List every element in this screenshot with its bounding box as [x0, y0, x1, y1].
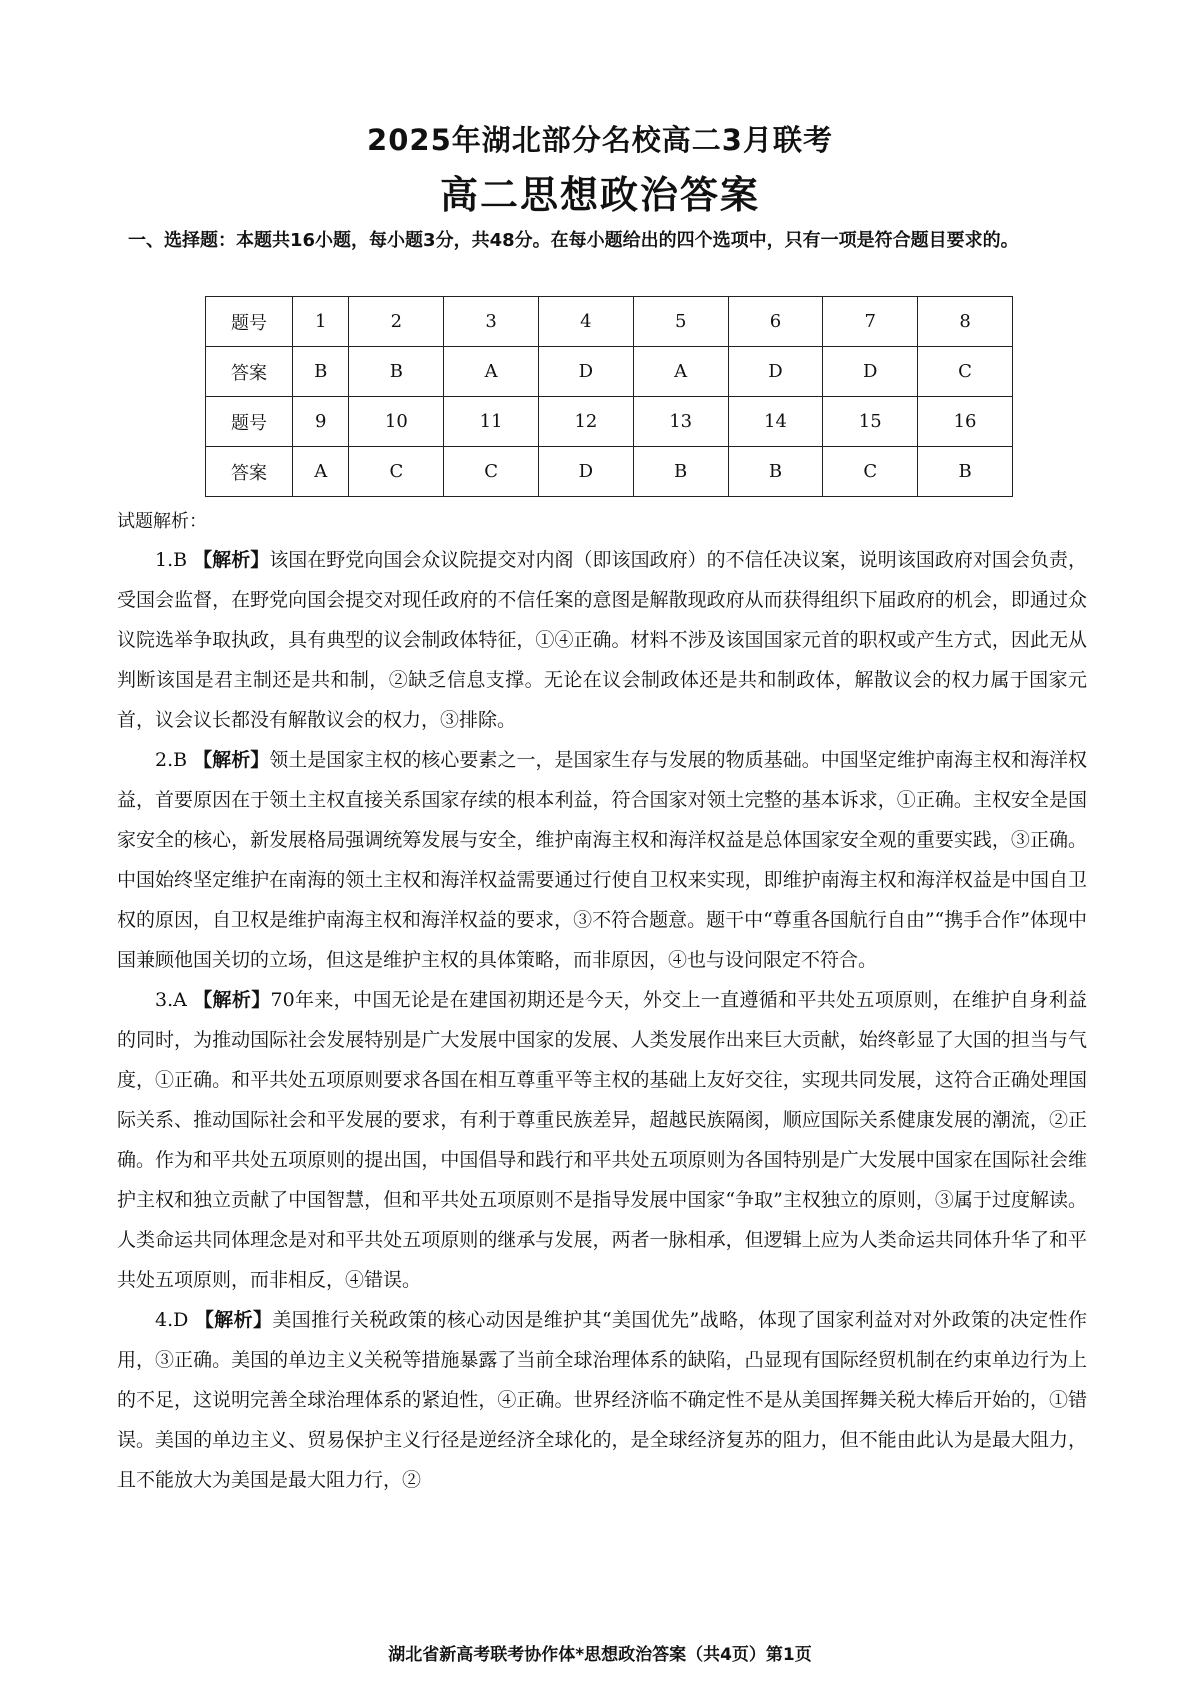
table-cell: C [823, 447, 918, 497]
table-cell: D [539, 447, 634, 497]
table-cell: A [444, 347, 539, 397]
table-cell: 5 [633, 297, 728, 347]
table-cell: 11 [444, 397, 539, 447]
table-cell: 12 [539, 397, 634, 447]
analysis-paragraph [117, 1300, 1087, 1500]
table-cell: 9 [293, 397, 349, 447]
question-number: 4.D [155, 1309, 189, 1331]
row-label: 题号 [206, 297, 293, 347]
answer-table [205, 296, 1013, 497]
table-cell: A [633, 347, 728, 397]
analysis-text: 美国推行关税政策的核心动因是维护其“美国优先”战略，体现了国家利益对对外政策的决定性作用，③正确。美国的单边主义关税等措施暴露了当前全球治理体系的缺陷，凸显现有国际经贸机制在约束单边行为上的不足，这说明完善全球治理体系的紧迫性，④正确。世界经济临不确定性不是从美国挥舞关税大棒后开始的，①错误。美国的单边主义、贸易保护主义行径是逆经济全球化的，是全球经济复苏的阻力，但不能由此认为是最大阻力，且不能放大为美国是最大阻力行，② [117, 1309, 1087, 1491]
table-cell: 3 [444, 297, 539, 347]
table-cell: 8 [918, 297, 1013, 347]
analysis-tag: 【解析】 [194, 1309, 273, 1331]
analysis-paragraph [117, 740, 1087, 980]
table-cell: C [349, 447, 444, 497]
table-row [206, 397, 1013, 447]
row-label: 题号 [206, 397, 293, 447]
page-footer: 湖北省新高考联考协作体*思想政治答案（共4页）第1页 [388, 1645, 812, 1665]
table-cell: D [823, 347, 918, 397]
question-number: 3.A [155, 989, 187, 1011]
table-cell: B [728, 447, 823, 497]
row-label: 答案 [206, 447, 293, 497]
table-cell: C [444, 447, 539, 497]
table-cell: B [918, 447, 1013, 497]
table-cell: 13 [633, 397, 728, 447]
table-cell: B [293, 347, 349, 397]
question-number: 1.B [155, 549, 188, 571]
analysis-heading: 试题解析： [117, 511, 207, 532]
table-cell: B [349, 347, 444, 397]
table-cell: 4 [539, 297, 634, 347]
table-cell: 7 [823, 297, 918, 347]
question-number: 2.B [155, 749, 188, 771]
table-cell: C [918, 347, 1013, 397]
table-cell: 1 [293, 297, 349, 347]
table-cell: A [293, 447, 349, 497]
table-cell: B [633, 447, 728, 497]
table-cell: 2 [349, 297, 444, 347]
table-cell: 14 [728, 397, 823, 447]
answer-title: 高二思想政治答案 [439, 173, 760, 217]
analysis-tag: 【解析】 [193, 549, 270, 571]
analysis-body [117, 540, 1087, 1500]
table-cell: D [539, 347, 634, 397]
analysis-text: 70年来，中国无论是在建国初期还是今天，外交上一直遵循和平共处五项原则，在维护自身利益的同时，为推动国际社会发展特别是广大发展中国家的发展、人类发展作出来巨大贡献，始终彰显了大国的担当与气度，①正确。和平共处五项原则要求各国在相互尊重平等主权的基础上友好交往，实现共同发展，这符合正确处理国际关系、推动国际社会和平发展的要求，有利于尊重民族差异，超越民族隔阂，顺应国际关系健康发展的潮流，②正确。作为和平共处五项原则的提出国，中国倡导和践行和平共处五项原则为各国特别是广大发展中国家在国际社会维护主权和独立贡献了中国智慧，但和平共处五项原则不是指导发展中国家“争取”主权独立的原则，③属于过度解读。人类命运共同体理念是对和平共处五项原则的继承与发展，两者一脉相承，但逻辑上应为人类命运共同体升华了和平共处五项原则，而非相反，④错误。 [117, 989, 1087, 1291]
table-cell: D [728, 347, 823, 397]
row-label: 答案 [206, 347, 293, 397]
analysis-tag: 【解析】 [193, 749, 270, 771]
table-row [206, 297, 1013, 347]
analysis-paragraph [117, 980, 1087, 1300]
analysis-text: 该国在野党向国会众议院提交对内阁（即该国政府）的不信任决议案，说明该国政府对国会负责，受国会监督，在野党向国会提交对现任政府的不信任案的意图是解散现政府从而获得组织下届政府的机会，即通过众议院选举争取执政，具有典型的议会制政体特征，①④正确。材料不涉及该国国家元首的职权或产生方式，因此无从判断该国是君主制还是共和制，②缺乏信息支撑。无论在议会制政体还是共和制政体，解散议会的权力属于国家元首，议会议长都没有解散议会的权力，③排除。 [117, 549, 1087, 731]
section-heading: 一、选择题：本题共16小题，每小题3分，共48分。在每小题给出的四个选项中，只有一项是符合题目要求的。 [128, 230, 1019, 251]
analysis-tag: 【解析】 [193, 989, 271, 1011]
table-cell: 16 [918, 397, 1013, 447]
table-cell: 10 [349, 397, 444, 447]
analysis-text: 领土是国家主权的核心要素之一，是国家生存与发展的物质基础。中国坚定维护南海主权和海洋权益，首要原因在于领土主权直接关系国家存续的根本利益，符合国家对领土完整的基本诉求，①正确。主权安全是国家安全的核心，新发展格局强调统筹发展与安全，维护南海主权和海洋权益是总体国家安全观的重要实践，③正确。中国始终坚定维护在南海的领土主权和海洋权益需要通过行使自卫权来实现，即维护南海主权和海洋权益是中国自卫权的原因，自卫权是维护南海主权和海洋权益的要求，③不符合题意。题干中“尊重各国航行自由”“携手合作”体现中国兼顾他国关切的立场，但这是维护主权的具体策略，而非原因，④也与设问限定不符合。 [117, 749, 1087, 971]
analysis-paragraph [117, 540, 1087, 740]
table-row [206, 347, 1013, 397]
table-row [206, 447, 1013, 497]
exam-title: 2025年湖北部分名校高二3月联考 [367, 123, 833, 157]
table-cell: 15 [823, 397, 918, 447]
table-cell: 6 [728, 297, 823, 347]
